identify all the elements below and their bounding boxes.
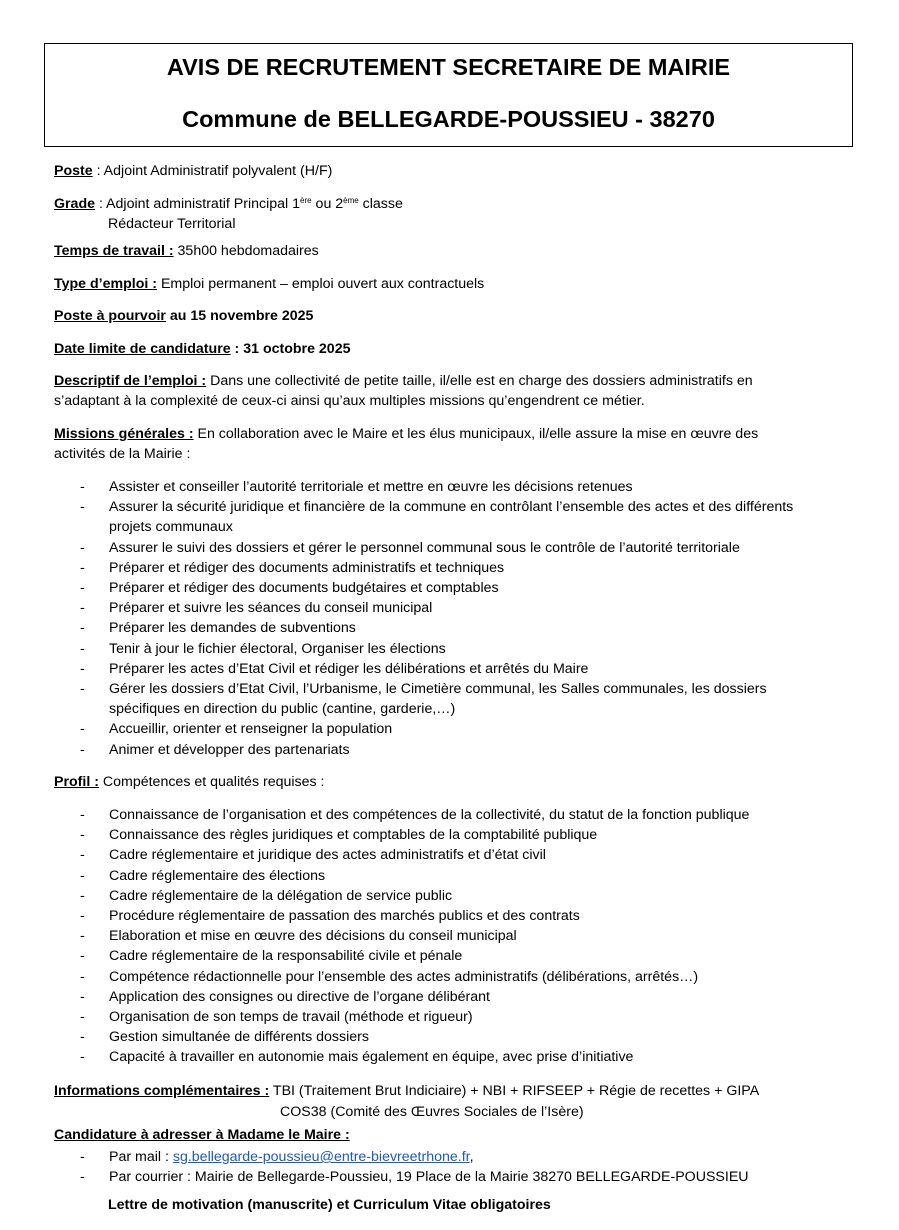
mail-suffix: , bbox=[469, 1149, 474, 1165]
list-item-text: Organisation de son temps de travail (méthode et rigueur) bbox=[109, 1009, 473, 1026]
profil-line bbox=[54, 772, 324, 792]
list-item bbox=[0, 618, 809, 638]
candidature-label: Candidature à adresser à Madame le Maire : bbox=[54, 1127, 350, 1143]
dash-bullet: - bbox=[80, 1009, 85, 1026]
list-item bbox=[0, 598, 809, 618]
list-item bbox=[0, 578, 809, 598]
title-box bbox=[44, 43, 853, 147]
grade-line2: Rédacteur Territorial bbox=[108, 216, 236, 232]
missions-intro: En collaboration avec le Maire et les élus municipaux, il/elle assure la mise en œuvre des activités de la Mairie : bbox=[54, 426, 759, 462]
profil-intro: Compétences et qualités requises : bbox=[98, 774, 325, 790]
list-item-text: Cadre réglementaire de la délégation de service public bbox=[109, 887, 453, 904]
descriptif-label: Descriptif de l’emploi : bbox=[54, 373, 207, 389]
list-item-text: Gestion simultanée de différents dossiers bbox=[109, 1029, 369, 1046]
grade-value-b: ou 2 bbox=[311, 196, 344, 212]
dash-bullet: - bbox=[80, 827, 85, 844]
dash-bullet: - bbox=[80, 908, 85, 925]
list-item bbox=[0, 946, 809, 966]
list-item-text: Assurer le suivi des dossiers et gérer le personnel communal sous le contrôle de l’autorité territoriale bbox=[109, 539, 740, 556]
descriptif-paragraph bbox=[54, 371, 806, 411]
dash-bullet: - bbox=[80, 948, 85, 965]
poste-line bbox=[54, 161, 332, 181]
dash-bullet: - bbox=[80, 559, 85, 576]
list-item-text: Cadre réglementaire des élections bbox=[109, 867, 326, 884]
infos-value: TBI (Traitement Brut Indiciaire) + NBI + RIFSEEP + Régie de recettes + GIPA bbox=[269, 1083, 760, 1099]
list-item bbox=[0, 538, 809, 558]
list-item-text: Connaissance des règles juridiques et comptables de la comptabilité publique bbox=[109, 827, 598, 844]
list-item-text: Capacité à travailler en autonomie mais également en équipe, avec prise d’initiative bbox=[109, 1049, 634, 1066]
dash-bullet: - bbox=[80, 600, 85, 617]
list-item bbox=[0, 866, 809, 886]
list-item bbox=[0, 1147, 809, 1167]
dash-bullet: - bbox=[80, 640, 85, 657]
type-emploi-value: Emploi permanent – emploi ouvert aux contractuels bbox=[157, 276, 485, 292]
pourvoir-label: Poste à pourvoir bbox=[54, 308, 166, 324]
dash-bullet: - bbox=[80, 867, 85, 884]
list-item-text: Procédure réglementaire de passation des marchés publics et des contrats bbox=[109, 908, 580, 925]
type-emploi-line bbox=[54, 274, 484, 294]
grade-label: Grade bbox=[54, 196, 96, 212]
list-item-text: Connaissance de l’organisation et des compétences de la collectivité, du statut de la fonction publique bbox=[109, 807, 750, 823]
list-item-text: Préparer les demandes de subventions bbox=[109, 620, 356, 637]
profil-label: Profil : bbox=[54, 774, 99, 790]
list-item bbox=[0, 845, 809, 865]
list-item bbox=[0, 1047, 809, 1067]
dash-bullet: - bbox=[80, 887, 85, 904]
list-item bbox=[0, 926, 809, 946]
dash-bullet: - bbox=[80, 620, 85, 637]
page-subtitle: Commune de BELLEGARDE-POUSSIEU - 38270 bbox=[182, 106, 715, 132]
list-item-text: Assurer la sécurité juridique et financière de la commune en contrôlant l’ensemble des actes et des différents projets communaux bbox=[109, 499, 794, 536]
date-limite-line bbox=[54, 339, 350, 359]
list-item-text: Animer et développer des partenariats bbox=[109, 741, 350, 758]
list-item bbox=[0, 740, 809, 760]
email-link[interactable]: sg.bellegarde-poussieu@entre-bievreetrhone.fr bbox=[172, 1149, 470, 1165]
type-emploi-label: Type d’emploi : bbox=[54, 276, 157, 292]
dash-bullet: - bbox=[80, 1049, 85, 1066]
dash-bullet: - bbox=[80, 681, 85, 698]
dash-bullet: - bbox=[80, 580, 85, 597]
list-item bbox=[0, 987, 809, 1007]
list-item bbox=[0, 1027, 809, 1047]
pourvoir-value: au 15 novembre 2025 bbox=[165, 308, 314, 324]
dash-bullet: - bbox=[80, 479, 85, 495]
list-item-text: Application des consignes ou directive de l’organe délibérant bbox=[109, 988, 490, 1005]
grade-value-a: : Adjoint administratif Principal 1 bbox=[95, 196, 301, 212]
grade-sup2: ème bbox=[343, 196, 359, 205]
list-item-text: Accueillir, orienter et renseigner la population bbox=[109, 721, 393, 738]
list-item-text: Cadre réglementaire de la responsabilité civile et pénale bbox=[109, 948, 463, 965]
list-item bbox=[0, 906, 809, 926]
list-item bbox=[0, 659, 809, 679]
list-item bbox=[0, 886, 809, 906]
temps-value: 35h00 hebdomadaires bbox=[173, 243, 319, 259]
dash-bullet: - bbox=[80, 1149, 85, 1165]
list-item-text: Elaboration et mise en œuvre des décisions du conseil municipal bbox=[109, 928, 517, 945]
list-item bbox=[0, 558, 809, 578]
list-item bbox=[0, 1007, 809, 1027]
list-item bbox=[0, 719, 809, 739]
list-item-text: Préparer et rédiger des documents budgétaires et comptables bbox=[109, 580, 499, 597]
list-item-text: Compétence rédactionnelle pour l’ensemble des actes administratifs (délibérations, arrêtés…) bbox=[109, 968, 699, 985]
list-item bbox=[0, 805, 809, 825]
dash-bullet: - bbox=[80, 1169, 85, 1186]
dash-bullet: - bbox=[80, 968, 85, 985]
courrier-text: Par courrier : Mairie de Bellegarde-Poussieu, 19 Place de la Mairie 38270 BELLEGARDE-POUSSIEU bbox=[109, 1169, 749, 1186]
dash-bullet: - bbox=[80, 741, 85, 758]
mail-prefix: Par mail : bbox=[109, 1149, 173, 1165]
grade-line bbox=[54, 194, 403, 214]
dash-bullet: - bbox=[80, 988, 85, 1005]
poste-label: Poste bbox=[54, 163, 93, 179]
candidature-heading bbox=[54, 1125, 350, 1145]
poste-value: : Adjoint Administratif polyvalent (H/F) bbox=[92, 163, 333, 179]
missions-paragraph bbox=[54, 424, 806, 464]
dash-bullet: - bbox=[80, 721, 85, 738]
dash-bullet: - bbox=[80, 928, 85, 945]
dash-bullet: - bbox=[80, 660, 85, 677]
infos-line2: COS38 (Comité des Œuvres Sociales de l’Isère) bbox=[280, 1104, 584, 1120]
infos-label: Informations complémentaires : bbox=[54, 1083, 270, 1099]
pourvoir-line bbox=[54, 306, 313, 326]
infos-line bbox=[54, 1081, 759, 1101]
profil-list bbox=[0, 805, 809, 1068]
list-item bbox=[0, 825, 809, 845]
list-item bbox=[0, 497, 809, 537]
footer-note: Lettre de motivation (manuscrite) et Curriculum Vitae obligatoires bbox=[108, 1197, 551, 1213]
list-item-text: Préparer et suivre les séances du conseil municipal bbox=[109, 600, 433, 617]
dash-bullet: - bbox=[80, 847, 85, 864]
list-item-text: Gérer les dossiers d’Etat Civil, l’Urbanisme, le Cimetière communal, les Salles communales, les dossiers spécifiques en direction du public (cantine, garderie,…) bbox=[109, 681, 767, 718]
dash-bullet: - bbox=[80, 499, 85, 516]
dash-bullet: - bbox=[80, 1029, 85, 1046]
dash-bullet: - bbox=[80, 539, 85, 556]
grade-value-c: classe bbox=[358, 196, 403, 212]
list-item bbox=[0, 1167, 809, 1187]
list-item-text: Tenir à jour le fichier électoral, Organiser les élections bbox=[109, 640, 446, 657]
date-limite-value: : 31 octobre 2025 bbox=[230, 341, 351, 357]
date-limite-label: Date limite de candidature bbox=[54, 341, 231, 357]
list-item-text: Cadre réglementaire et juridique des actes administratifs et d’état civil bbox=[109, 847, 546, 864]
page-title: AVIS DE RECRUTEMENT SECRETAIRE DE MAIRIE bbox=[166, 54, 731, 80]
list-item-text: Assister et conseiller l’autorité territoriale et mettre en œuvre les décisions retenues bbox=[109, 479, 633, 495]
list-item bbox=[0, 477, 809, 497]
temps-label: Temps de travail : bbox=[54, 243, 174, 259]
dash-bullet: - bbox=[80, 807, 85, 823]
missions-list bbox=[0, 477, 809, 760]
descriptif-value: Dans une collectivité de petite taille, il/elle est en charge des dossiers administratifs en s’adaptant à la complexité de ceux-ci ainsi qu’aux multiples missions qu’engendrent ce métier. bbox=[54, 373, 753, 409]
list-item-text: Préparer les actes d’Etat Civil et rédiger les délibérations et arrêtés du Maire bbox=[109, 660, 589, 677]
list-item-text: Préparer et rédiger des documents administratifs et techniques bbox=[109, 559, 505, 576]
list-item bbox=[0, 679, 809, 719]
candidature-list bbox=[0, 1147, 809, 1187]
list-item bbox=[0, 967, 809, 987]
grade-sup1: ère bbox=[300, 196, 312, 205]
list-item bbox=[0, 639, 809, 659]
temps-line bbox=[54, 241, 319, 261]
missions-label: Missions générales : bbox=[54, 426, 194, 442]
